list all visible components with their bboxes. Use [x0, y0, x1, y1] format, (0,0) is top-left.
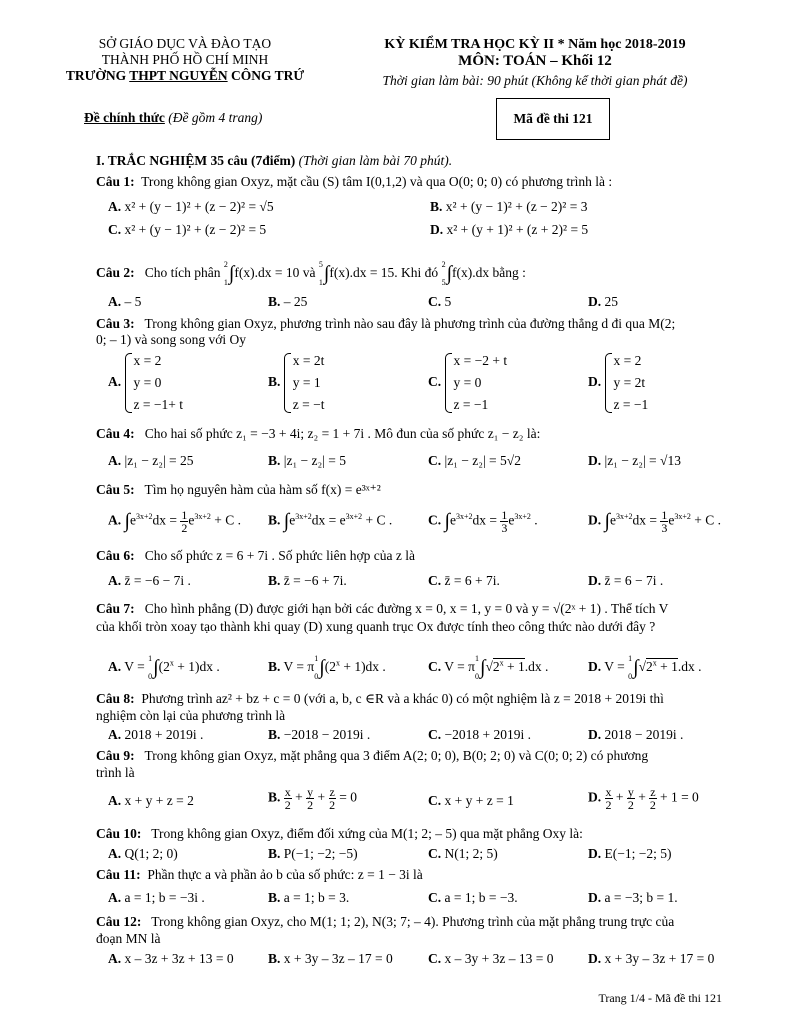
question-11: Câu 11: Phần thực a và phần ảo b của số phức: z = 1 − 3i là [96, 867, 423, 882]
question-2: Câu 2: Cho tích phân 2 1 ∫f(x).dx = 10 và 5 1 ∫f(x).dx = 15. Khi đó 2 5 ∫f(x).dx bằng : [96, 260, 526, 287]
q10-option-c: C. N(1; 2; 5) [428, 846, 498, 861]
q10-option-a: A. Q(1; 2; 0) [108, 846, 178, 861]
q1-option-a: A. x² + (y − 1)² + (z − 2)² = √5 [108, 199, 274, 214]
q7-option-c: C. V = π 1 0 $\int√2^x + 1.dx$ . [428, 654, 549, 681]
page-footer: Trang 1/4 - Mã đề thi 121 [598, 991, 722, 1005]
q6-option-b: B. z̄ = −6 + 7i. [268, 573, 347, 588]
q9-option-b: B. $\frac{x}{2}$ + $\frac{y}{2}$ + $\frac{z}{2}$ = 0 [268, 785, 357, 812]
q1-option-c: C. x² + (y − 1)² + (z − 2)² = 5 [108, 222, 267, 237]
question-8-line2: nghiệm còn lại của phương trình là [96, 708, 286, 723]
q5-option-d: D. $\int e^{3x+2}dx$ = $\frac{1}{3}$ $e^{3x+2} + C$ . [588, 507, 722, 535]
q3-option-c: C. x = −2 + t y = 0 z = −1 [428, 350, 507, 416]
question-6: Câu 6: Cho số phức z = 6 + 7i . Số phức liên hợp của z là [96, 548, 415, 563]
question-8: Câu 8: Phương trình az² + bz + c = 0 (với a, b, c ∈R và a khác 0) có một nghiệm là z = 2018 + 2019i thì [96, 691, 664, 706]
question-1: Câu 1: Trong không gian Oxyz, mặt cầu (S) tâm I(0,1,2) và qua O(0; 0; 0) có phương trình là : [96, 174, 613, 189]
q5-option-a: A. $\int e^{3x+2}dx$ = $\frac{1}{2}$ $e^{3x+2} + C$ . [108, 507, 242, 535]
question-4: Câu 4: Cho hai số phức z₁ = −3 + 4i; z₂ = 1 + 7i . Mô đun của số phức z₁ − z₂ là: [96, 426, 541, 441]
q12-option-a: A. x – 3z + 3z + 13 = 0 [108, 951, 234, 966]
q10-option-d: D. E(−1; −2; 5) [588, 846, 672, 861]
q9-option-a: A. x + y + z = 2 [108, 793, 194, 808]
q1-option-d: D. x² + (y + 1)² + (z + 2)² = 5 [430, 222, 589, 237]
question-5: Câu 5: Tìm họ nguyên hàm của hàm số f(x) = e³ˣ⁺² [96, 482, 381, 497]
q1-option-b: B. x² + (y − 1)² + (z − 2)² = 3 [430, 199, 588, 214]
q4-option-c: C. |z₁ − z₂| = 5√2 [428, 453, 521, 468]
exam-title: KỲ KIỂM TRA HỌC KỲ II * Năm học 2018-2019 [384, 37, 686, 52]
exam-duration: Thời gian làm bài: 90 phút (Không kể thời gian phát đề) [382, 73, 688, 88]
question-9-line2: trình là [96, 765, 135, 780]
q7-option-d: D. V = 1 0 $\int√2^x + 1.dx$ . [588, 654, 702, 681]
question-3-line2: 0; – 1) và song song với Oy [96, 332, 247, 347]
q7-option-b: B. V = π 1 0 $\int(2^x + 1)dx$ . [268, 654, 386, 681]
question-9: Câu 9: Trong không gian Oxyz, mặt phẳng qua 3 điểm A(2; 0; 0), B(0; 2; 0) và C(0; 0; 2) có phương [96, 748, 649, 763]
question-10: Câu 10: Trong không gian Oxyz, điểm đối xứng của M(1; 2; – 5) qua mặt phẳng Oxy là: [96, 826, 583, 841]
q9-option-c: C. x + y + z = 1 [428, 793, 514, 808]
q2-option-b: B. – 25 [268, 294, 308, 309]
section-title: I. TRẮC NGHIỆM 35 câu (7điểm) (Thời gian làm bài 70 phút). [96, 153, 453, 168]
q5-option-c: C. $\int e^{3x+2}dx$ = $\frac{1}{3}$ $e^{3x+2}$ . [428, 507, 538, 535]
q4-option-b: B. |z₁ − z₂| = 5 [268, 453, 347, 468]
q6-option-a: A. z̄ = −6 − 7i . [108, 573, 191, 588]
q6-option-c: C. z̄ = 6 + 7i. [428, 573, 500, 588]
q8-option-a: A. 2018 + 2019i . [108, 727, 204, 742]
q3-option-a: A. x = 2 y = 0 z = −1+ t [108, 350, 183, 416]
q7-option-a: A. V = 1 0 $\int(2^x + 1)dx$ . [108, 654, 220, 681]
q11-option-d: D. a = −3; b = 1. [588, 890, 678, 905]
subject-title: MÔN: TOÁN – Khối 12 [458, 53, 612, 69]
question-12: Câu 12: Trong không gian Oxyz, cho M(1; 1; 2), N(3; 7; – 4). Phương trình của mặt phẳng trung trực của [96, 914, 675, 929]
q12-option-b: B. x + 3y – 3z – 17 = 0 [268, 951, 393, 966]
q11-option-b: B. a = 1; b = 3. [268, 890, 350, 905]
q6-option-d: D. z̄ = 6 − 7i . [588, 573, 664, 588]
official-label: Đề chính thức (Đề gồm 4 trang) [84, 110, 263, 125]
q12-option-c: C. x – 3y + 3z – 13 = 0 [428, 951, 554, 966]
exam-code-box: Mã đề thi 121 [496, 98, 610, 140]
q2-option-a: A. – 5 [108, 294, 142, 309]
q3-option-b: B. x = 2t y = 1 z = −t [268, 350, 325, 416]
q11-option-a: A. a = 1; b = −3i . [108, 890, 205, 905]
city-name: THÀNH PHỐ HỒ CHÍ MINH [101, 52, 269, 67]
question-7-line2: của khối tròn xoay tạo thành khi quay (D) xung quanh trục Ox được tính theo công thức nào dưới đây ? [96, 619, 656, 634]
question-3: Câu 3: Trong không gian Oxyz, phương trình nào sau đây là phương trình của đường thẳng d đi qua M(2; [96, 316, 676, 331]
q11-option-c: C. a = 1; b = −3. [428, 890, 518, 905]
q9-option-d: D. $\frac{x}{2}$ + $\frac{y}{2}$ + $\frac{z}{2}$ + 1 = 0 [588, 785, 699, 812]
q8-option-c: C. −2018 + 2019i . [428, 727, 531, 742]
question-7: Câu 7: Cho hình phẳng (D) được giới hạn bởi các đường x = 0, x = 1, y = 0 và y = √(2ˣ + 1) . Thể tích V [96, 601, 669, 616]
q4-option-a: A. |z₁ − z₂| = 25 [108, 453, 194, 468]
q10-option-b: B. P(−1; −2; −5) [268, 846, 358, 861]
school-name: TRƯỜNG THPT NGUYỄN CÔNG TRỨ [65, 68, 305, 83]
q2-option-c: C. 5 [428, 294, 452, 309]
department-name: SỞ GIÁO DỤC VÀ ĐÀO TẠO [98, 36, 272, 51]
q2-option-d: D. 25 [588, 294, 618, 309]
q3-option-d: D. x = 2 y = 2t z = −1 [588, 350, 648, 416]
q8-option-d: D. 2018 − 2019i . [588, 727, 684, 742]
question-12-line2: đoạn MN là [96, 931, 161, 946]
q8-option-b: B. −2018 − 2019i . [268, 727, 371, 742]
q12-option-d: D. x + 3y – 3z + 17 = 0 [588, 951, 715, 966]
q4-option-d: D. |z₁ − z₂| = √13 [588, 453, 681, 468]
q5-option-b: B. $\int e^{3x+2}dx = e^{3x+2} + C$ . [268, 509, 393, 532]
